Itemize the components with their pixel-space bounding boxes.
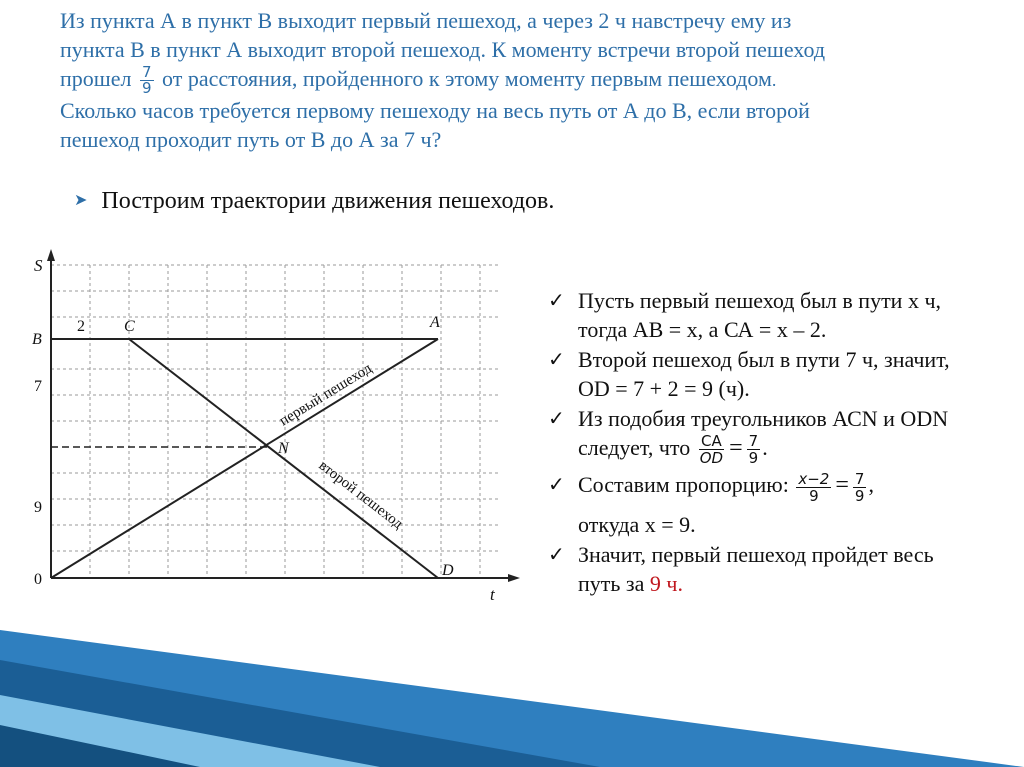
step-3-text: Из подобия треугольников АСN и ODN следует, что — [578, 406, 949, 460]
fraction-denominator: OD — [699, 449, 724, 468]
fraction-numerator: 7 — [141, 63, 152, 82]
problem-line-3-period: . — [771, 70, 777, 90]
step-5-text: Значит, первый пешеход пройдет весь путь за — [578, 541, 934, 596]
step-4-text: Составим пропорцию: — [578, 472, 789, 498]
main-bullet-text: Построим траектории движения пешеходов. — [101, 188, 555, 214]
problem-line-3-start: прошел — [60, 66, 132, 91]
corner-decoration — [0, 600, 1024, 767]
fraction-ca-od — [698, 433, 725, 466]
fraction-numerator: 7 — [748, 432, 759, 451]
label-nine: 9 — [34, 499, 42, 516]
label-zero: 0 — [34, 571, 42, 588]
axis-label-t: t — [490, 585, 495, 604]
check-icon: ✓ — [548, 406, 565, 430]
fraction-numerator: CA — [701, 432, 722, 451]
equals-sign: = — [835, 472, 849, 499]
point-N: N — [278, 440, 289, 457]
step-2-text: Второй пешеход был в пути 7 ч, значит, OD = 7 + 2 = 9 (ч). — [578, 347, 950, 401]
problem-line-3 — [60, 64, 990, 96]
fraction-seven-ninths — [853, 471, 867, 504]
axis-label-s: S — [34, 256, 43, 275]
graph-grid — [51, 265, 500, 578]
label-seven: 7 — [34, 378, 42, 395]
step-5 — [548, 540, 968, 598]
problem-statement — [60, 6, 990, 154]
problem-line-5: пешеход проходит путь от В до А за 7 ч? — [60, 127, 442, 153]
step-1-text: Пусть первый пешеход был в пути х ч, тогда АВ = х, а СА = х – 2. — [578, 288, 942, 342]
problem-line-3-rest: от расстояния, пройденного к этому моменту первым пешеходом — [162, 66, 772, 91]
check-icon: ✓ — [548, 347, 565, 371]
second-walker-label: второй пешеход — [315, 457, 406, 533]
check-icon: ✓ — [548, 541, 565, 566]
fraction-x-minus-2 — [796, 471, 831, 504]
first-walker-line — [51, 339, 438, 578]
chevron-right-icon: ➤ — [74, 192, 88, 209]
point-C: C — [124, 318, 135, 335]
fraction-numerator: 7 — [854, 469, 865, 488]
label-two: 2 — [77, 318, 85, 335]
point-D: D — [442, 562, 454, 579]
step-3 — [548, 404, 968, 466]
step-2 — [548, 345, 968, 403]
t-axis-arrow-icon — [508, 574, 520, 582]
solution-steps — [548, 286, 968, 599]
fraction-denominator: 9 — [748, 449, 759, 468]
motion-graph — [20, 245, 530, 615]
problem-line-4: Сколько часов требуется первому пешеходу на весь путь от А до В, если второй — [60, 98, 810, 124]
equals-sign: = — [729, 435, 743, 461]
step-1 — [548, 286, 968, 344]
fraction-denominator: 9 — [141, 79, 152, 98]
step-4-line-2: откуда х = 9. — [578, 511, 696, 537]
point-A: A — [430, 314, 440, 331]
fraction-denominator: 9 — [809, 486, 819, 505]
second-walker-line — [129, 339, 438, 578]
fraction-seven-ninths — [747, 433, 761, 466]
main-bullet — [74, 188, 554, 215]
s-axis-arrow-icon — [47, 249, 55, 261]
check-icon: ✓ — [548, 288, 565, 312]
step-3-period: . — [762, 435, 768, 460]
step-4-comma: , — [868, 472, 874, 498]
fraction-denominator: 9 — [854, 486, 865, 505]
problem-line-1: Из пункта А в пункт В выходит первый пешеход, а через 2 ч навстречу ему из — [60, 8, 792, 33]
fraction-numerator: x−2 — [798, 469, 830, 488]
step-4 — [548, 470, 968, 538]
fraction-seven-ninths — [140, 65, 154, 96]
first-walker-label: первый пешеход — [276, 360, 375, 430]
check-icon: ✓ — [548, 472, 565, 497]
label-B: B — [32, 331, 42, 348]
answer-value: 9 ч. — [649, 570, 683, 596]
problem-line-2: пункта В в пункт А выходит второй пешеход. К моменту встречи второй пешеход — [60, 37, 826, 62]
